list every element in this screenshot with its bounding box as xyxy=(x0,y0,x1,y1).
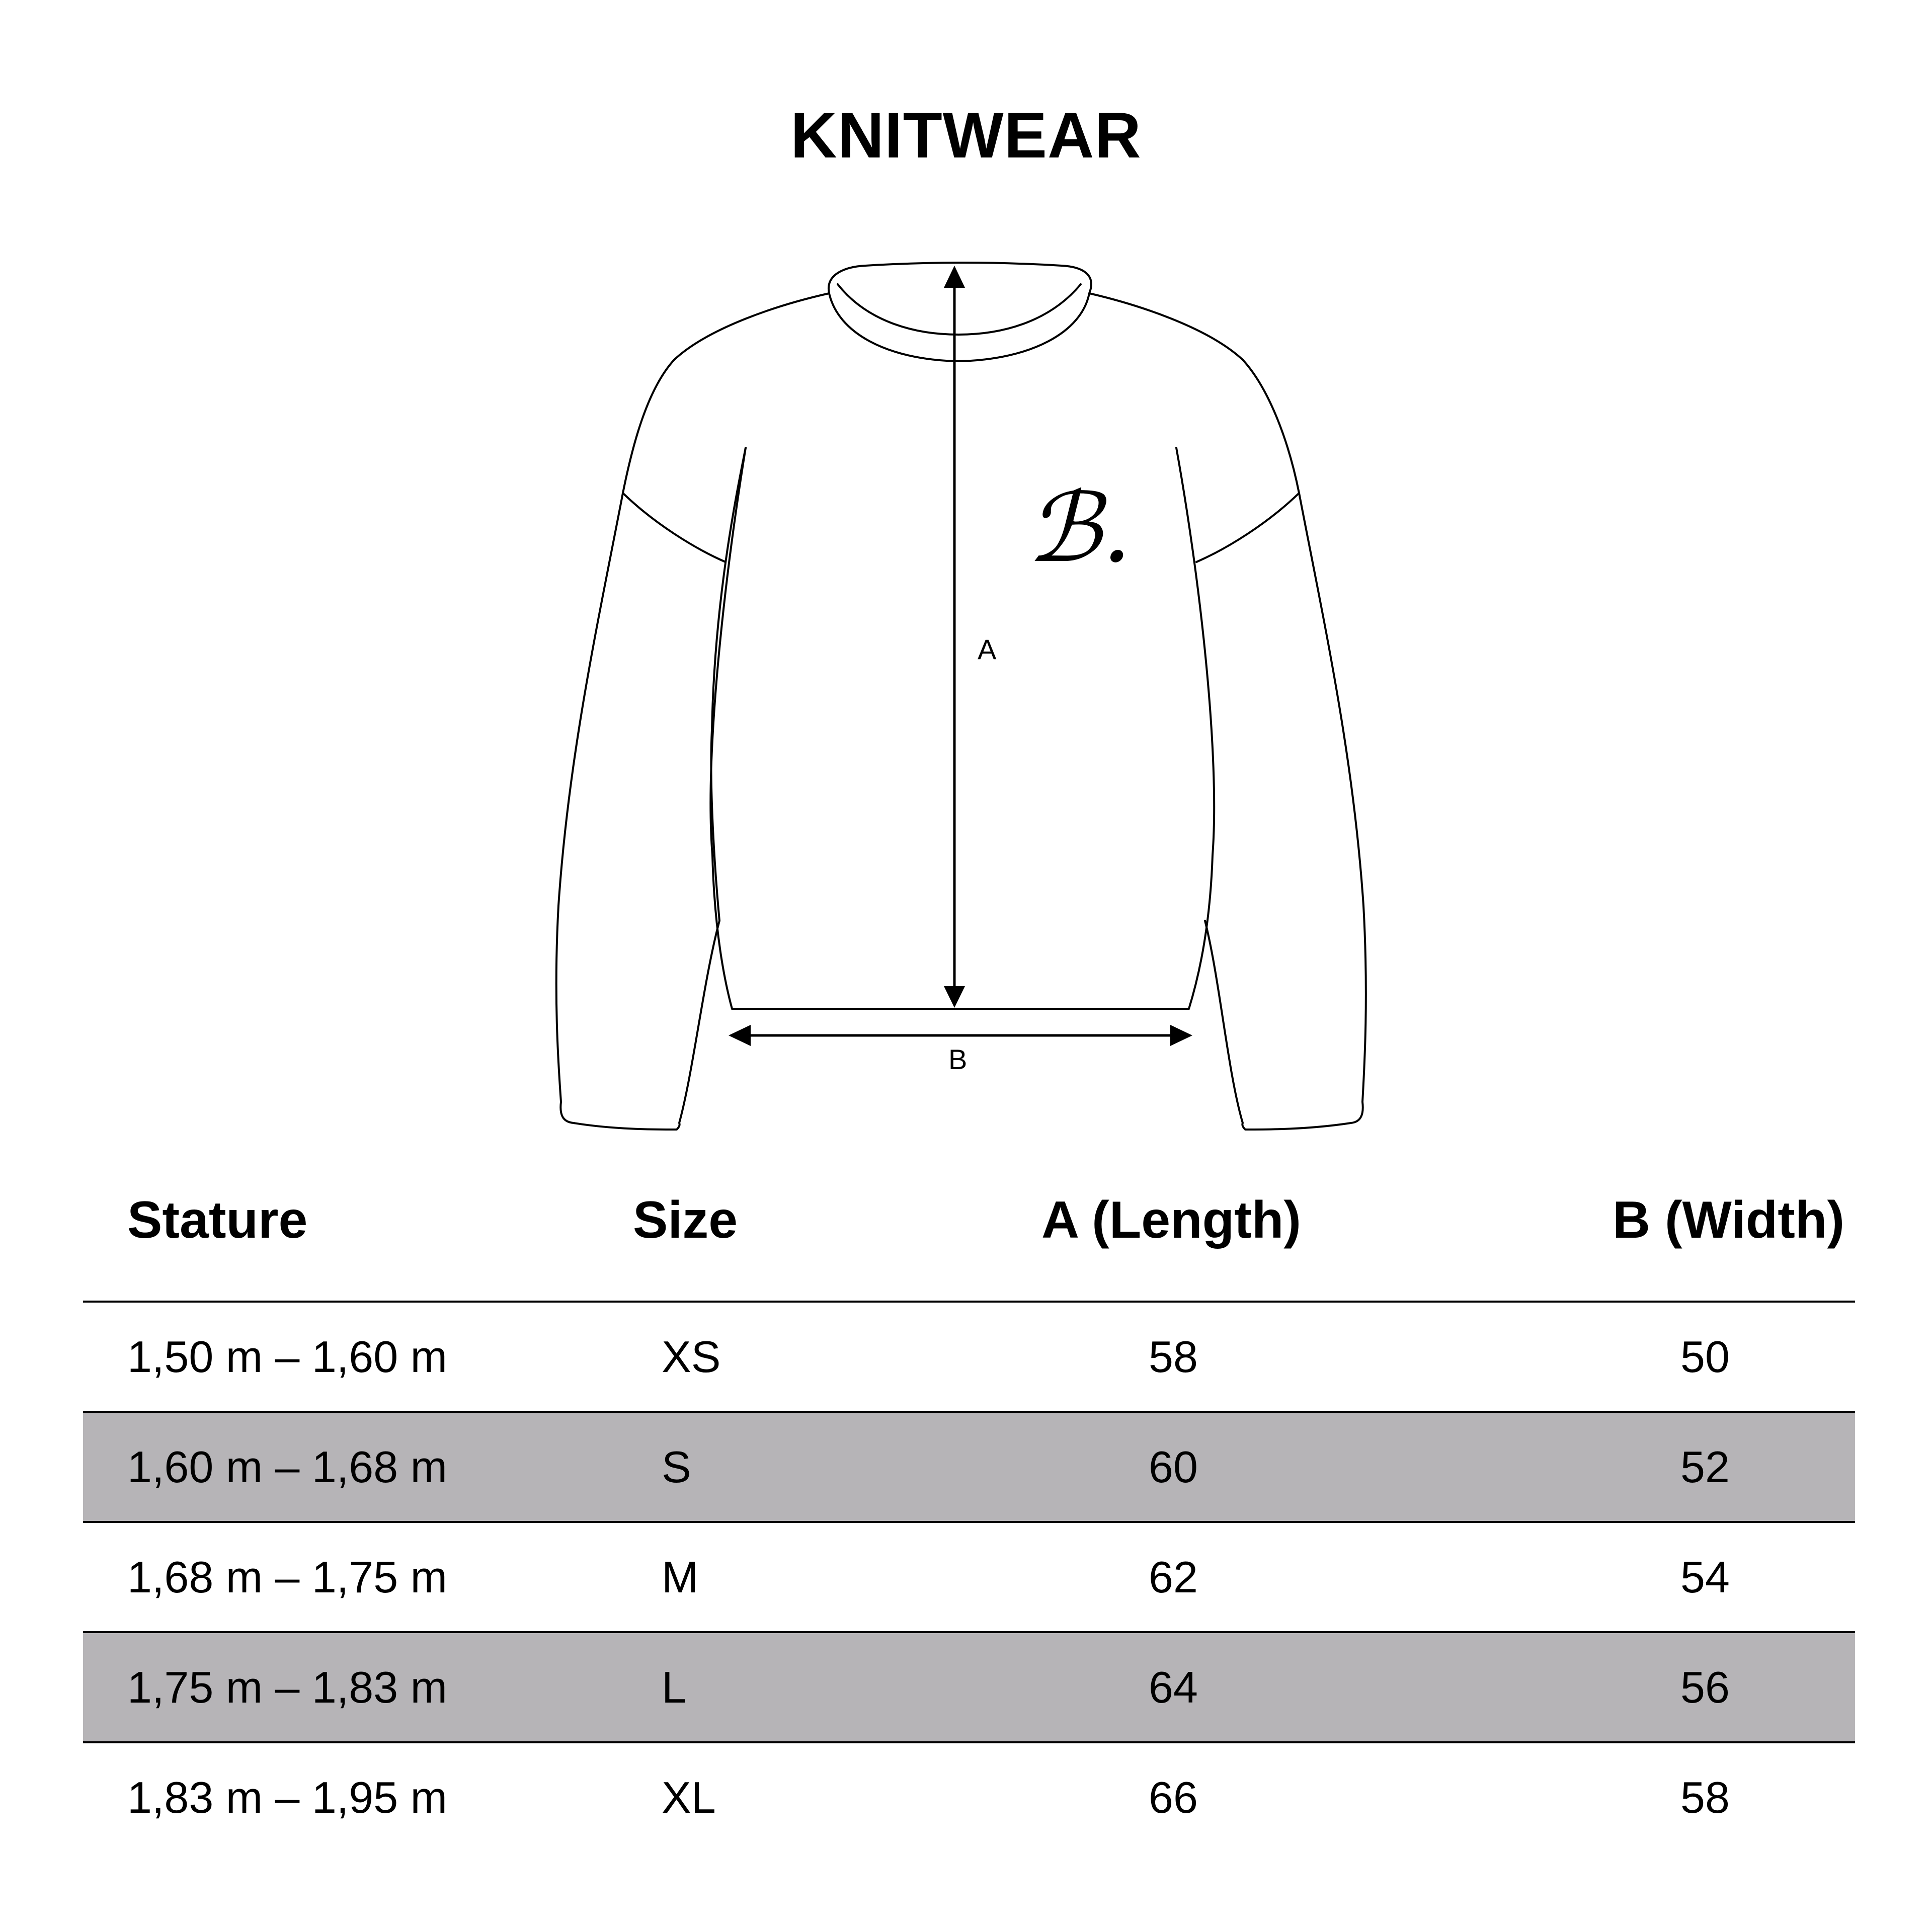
cell-width: 56 xyxy=(1680,1662,1730,1712)
cell-width: 58 xyxy=(1680,1773,1730,1822)
left-body-seam xyxy=(710,448,746,1009)
cell-length: 66 xyxy=(1149,1773,1198,1822)
header-size: Size xyxy=(633,1191,738,1249)
dimension-b-label: B xyxy=(948,1043,968,1075)
cell-width: 50 xyxy=(1680,1332,1730,1382)
cell-size: XL xyxy=(662,1773,716,1822)
cell-size: XS xyxy=(662,1332,721,1382)
cell-stature: 1,50 m – 1,60 m xyxy=(127,1332,447,1382)
table-row xyxy=(83,1411,1855,1521)
cell-stature: 1,60 m – 1,68 m xyxy=(127,1442,447,1492)
cell-stature: 1,83 m – 1,95 m xyxy=(127,1773,447,1822)
table-row xyxy=(83,1631,1855,1741)
header-stature: Stature xyxy=(127,1191,308,1249)
cell-length: 64 xyxy=(1149,1662,1198,1712)
cell-length: 60 xyxy=(1149,1442,1198,1492)
right-armhole-seam xyxy=(1196,493,1299,562)
dimension-a-label: A xyxy=(978,633,997,665)
cell-length: 58 xyxy=(1149,1332,1198,1382)
dimension-a xyxy=(944,266,965,1008)
header-width: B (Width) xyxy=(1613,1191,1845,1249)
right-body-seam xyxy=(1176,448,1214,1009)
cell-width: 52 xyxy=(1680,1442,1730,1492)
cell-size: L xyxy=(662,1662,686,1712)
dimension-b xyxy=(729,1025,1192,1046)
left-armhole-seam xyxy=(623,493,726,562)
page-title: KNITWEAR xyxy=(790,100,1142,172)
sweater-outline xyxy=(556,293,829,1130)
collar-inner xyxy=(838,284,1081,335)
cell-stature: 1,75 m – 1,83 m xyxy=(127,1662,447,1712)
right-sleeve-outline xyxy=(1089,293,1366,1130)
cell-stature: 1,68 m – 1,75 m xyxy=(127,1552,447,1602)
cell-width: 54 xyxy=(1680,1552,1730,1602)
header-length: A (Length) xyxy=(1041,1191,1301,1249)
cell-size: S xyxy=(662,1442,691,1492)
brand-logo: ℬ. xyxy=(1026,472,1132,584)
size-table xyxy=(83,1301,1855,1852)
table-row xyxy=(83,1301,1855,1411)
cell-size: M xyxy=(662,1552,699,1602)
table-row xyxy=(83,1521,1855,1631)
table-row xyxy=(83,1741,1855,1852)
cell-length: 62 xyxy=(1149,1552,1198,1602)
